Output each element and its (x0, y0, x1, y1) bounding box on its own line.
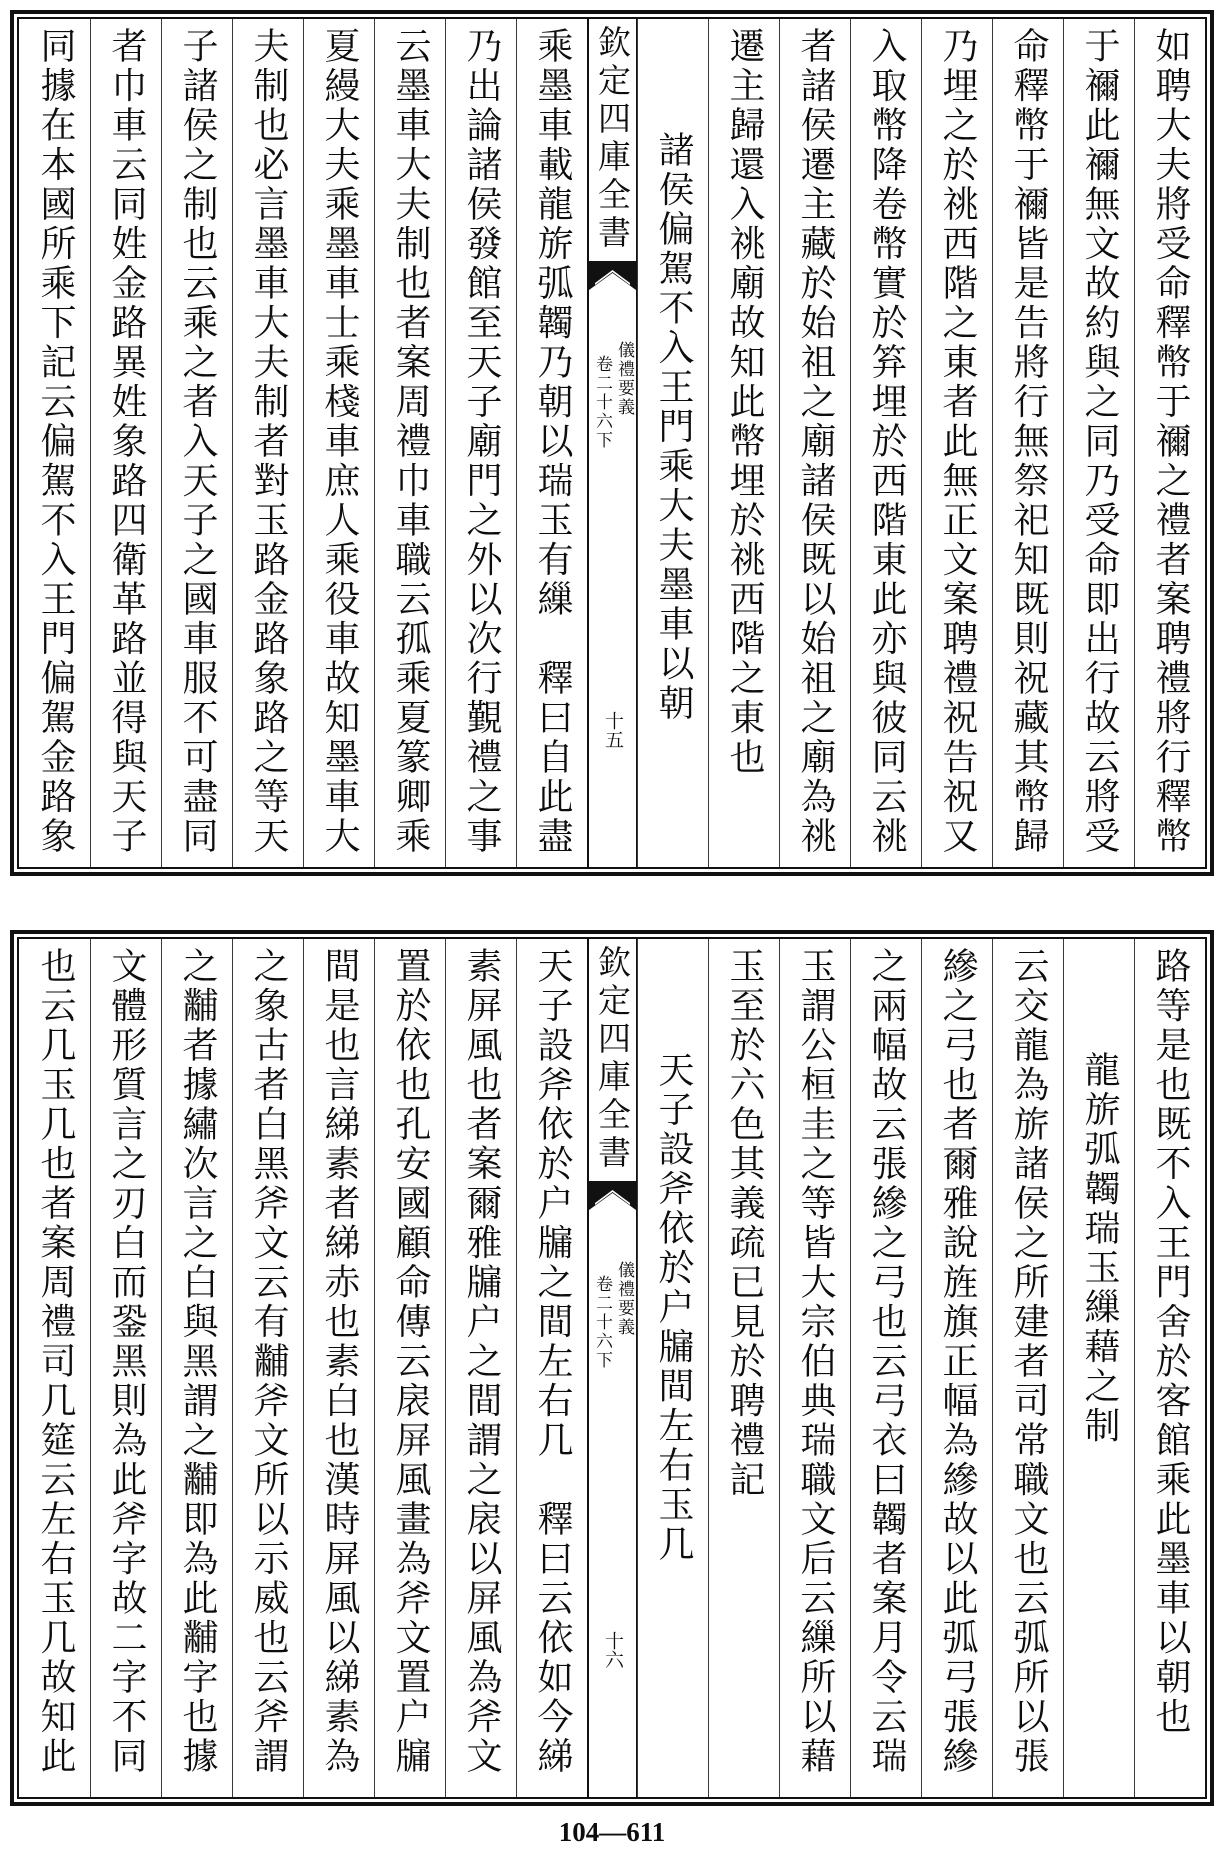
text-column: 入取幣降卷幣實於笲埋於西階東此亦與彼同云祧 (850, 19, 921, 867)
text-column: 置於依也孔安國顧命傳云扆屏風畫為斧文置户牖 (374, 939, 445, 1797)
text-column: 子諸侯之制也云乘之者入天子之國車服不可盡同 (161, 19, 232, 867)
text-column: 乃出論諸侯發館至天子廟門之外以次行覲禮之事 (445, 19, 516, 867)
book-title: 儀禮要義 (614, 1261, 634, 1337)
classic-text-column: 天子設斧依於户牖間左右玉几 (637, 939, 708, 1797)
bottom-page-frame (10, 930, 1214, 1806)
text-column: 命釋幣于禰皆是告將行無祭祀知既則祝藏其幣歸 (992, 19, 1063, 867)
text-column: 夫制也必言墨車大夫制者對玉路金路象路之等天 (232, 19, 303, 867)
text-column: 路等是也既不入王門舍於客館乘此墨車以朝也 (1134, 939, 1205, 1797)
text-column: 也云几玉几也者案周禮司几筵云左右玉几故知此 (35, 947, 76, 1777)
volume-label: 卷二十六下 (592, 355, 612, 450)
center-fold-column (587, 939, 637, 1797)
text-column: 間是也言綈素者綈赤也素白也漢時屏風以綈素為 (303, 939, 374, 1797)
classic-text-column: 龍旂弧韣瑞玉繅藉之制 (1063, 939, 1134, 1797)
text-column: 文體形質言之刃白而銎黑則為此斧字故二字不同 (90, 939, 161, 1797)
text-column: 之象古者白黑斧文云有黼斧文所以示威也云斧謂 (232, 939, 303, 1797)
fishtail-mark-icon (589, 261, 636, 293)
text-column: 玉謂公桓圭之等皆大宗伯典瑞職文后云繅所以藉 (779, 939, 850, 1797)
top-page-frame (10, 10, 1214, 876)
text-column: 如聘大夫將受命釋幣于禰之禮者案聘禮將行釋幣 (1134, 19, 1205, 867)
text-column: 同據在本國所乘下記云偏駕不入王門偏駕金路象 (35, 27, 76, 857)
book-info (589, 341, 636, 450)
text-column: 天子設斧依於户牖之間左右几 釋曰云依如今綈 (516, 939, 587, 1797)
text-column: 于禰此禰無文故約與之同乃受命即出行故云將受 (1063, 19, 1134, 867)
top-page-text-area (17, 17, 1207, 869)
collection-title: 欽定四庫全書 (593, 945, 632, 1173)
text-column: 云墨車大夫制也者案周禮巾車職云孤乘夏篆卿乘 (374, 19, 445, 867)
text-column: 之兩幅故云張縿之弓也云弓衣曰韣者案月令云瑞 (850, 939, 921, 1797)
fishtail-mark-icon (589, 1181, 636, 1213)
text-column: 之黼者據繡次言之白與黑謂之黼即為此黼字也據 (161, 939, 232, 1797)
text-column: 縿之弓也者爾雅說旌旗正幅為縿故以此弧弓張縿 (921, 939, 992, 1797)
text-column: 云交龍為旂諸侯之所建者司常職文也云弧所以張 (992, 939, 1063, 1797)
text-column: 夏縵大夫乘墨車士乘棧車庶人乘役車故知墨車大 (303, 19, 374, 867)
classic-text-column: 諸侯偏駕不入王門乘大夫墨車以朝 (637, 19, 708, 867)
text-column: 遷主歸還入祧廟故知此幣埋於祧西階之東也 (708, 19, 779, 867)
text-column: 乃埋之於祧西階之東者此無正文案聘禮祝告祝又 (921, 19, 992, 867)
text-column: 素屏風也者案爾雅牖户之間謂之扆以屏風為斧文 (445, 939, 516, 1797)
text-column: 者巾車云同姓金路異姓象路四衛革路並得與天子 (90, 19, 161, 867)
book-title: 儀禮要義 (614, 341, 634, 417)
volume-label: 卷二十六下 (592, 1275, 612, 1370)
bottom-page-text-area (17, 937, 1207, 1799)
text-column: 玉至於六色其義疏已見於聘禮記 (708, 939, 779, 1797)
collection-title: 欽定四庫全書 (593, 25, 632, 253)
folio-number: 十五 (602, 711, 624, 749)
folio-number: 十六 (602, 1631, 624, 1669)
text-column: 者諸侯遷主藏於始祖之廟諸侯既以始祖之廟為祧 (779, 19, 850, 867)
text-column: 乘墨車載龍旂弧韣乃朝以瑞玉有繅 釋曰自此盡 (516, 19, 587, 867)
page-number: 104—611 (558, 1817, 666, 1847)
center-fold-column (587, 19, 637, 867)
book-info (589, 1261, 636, 1370)
